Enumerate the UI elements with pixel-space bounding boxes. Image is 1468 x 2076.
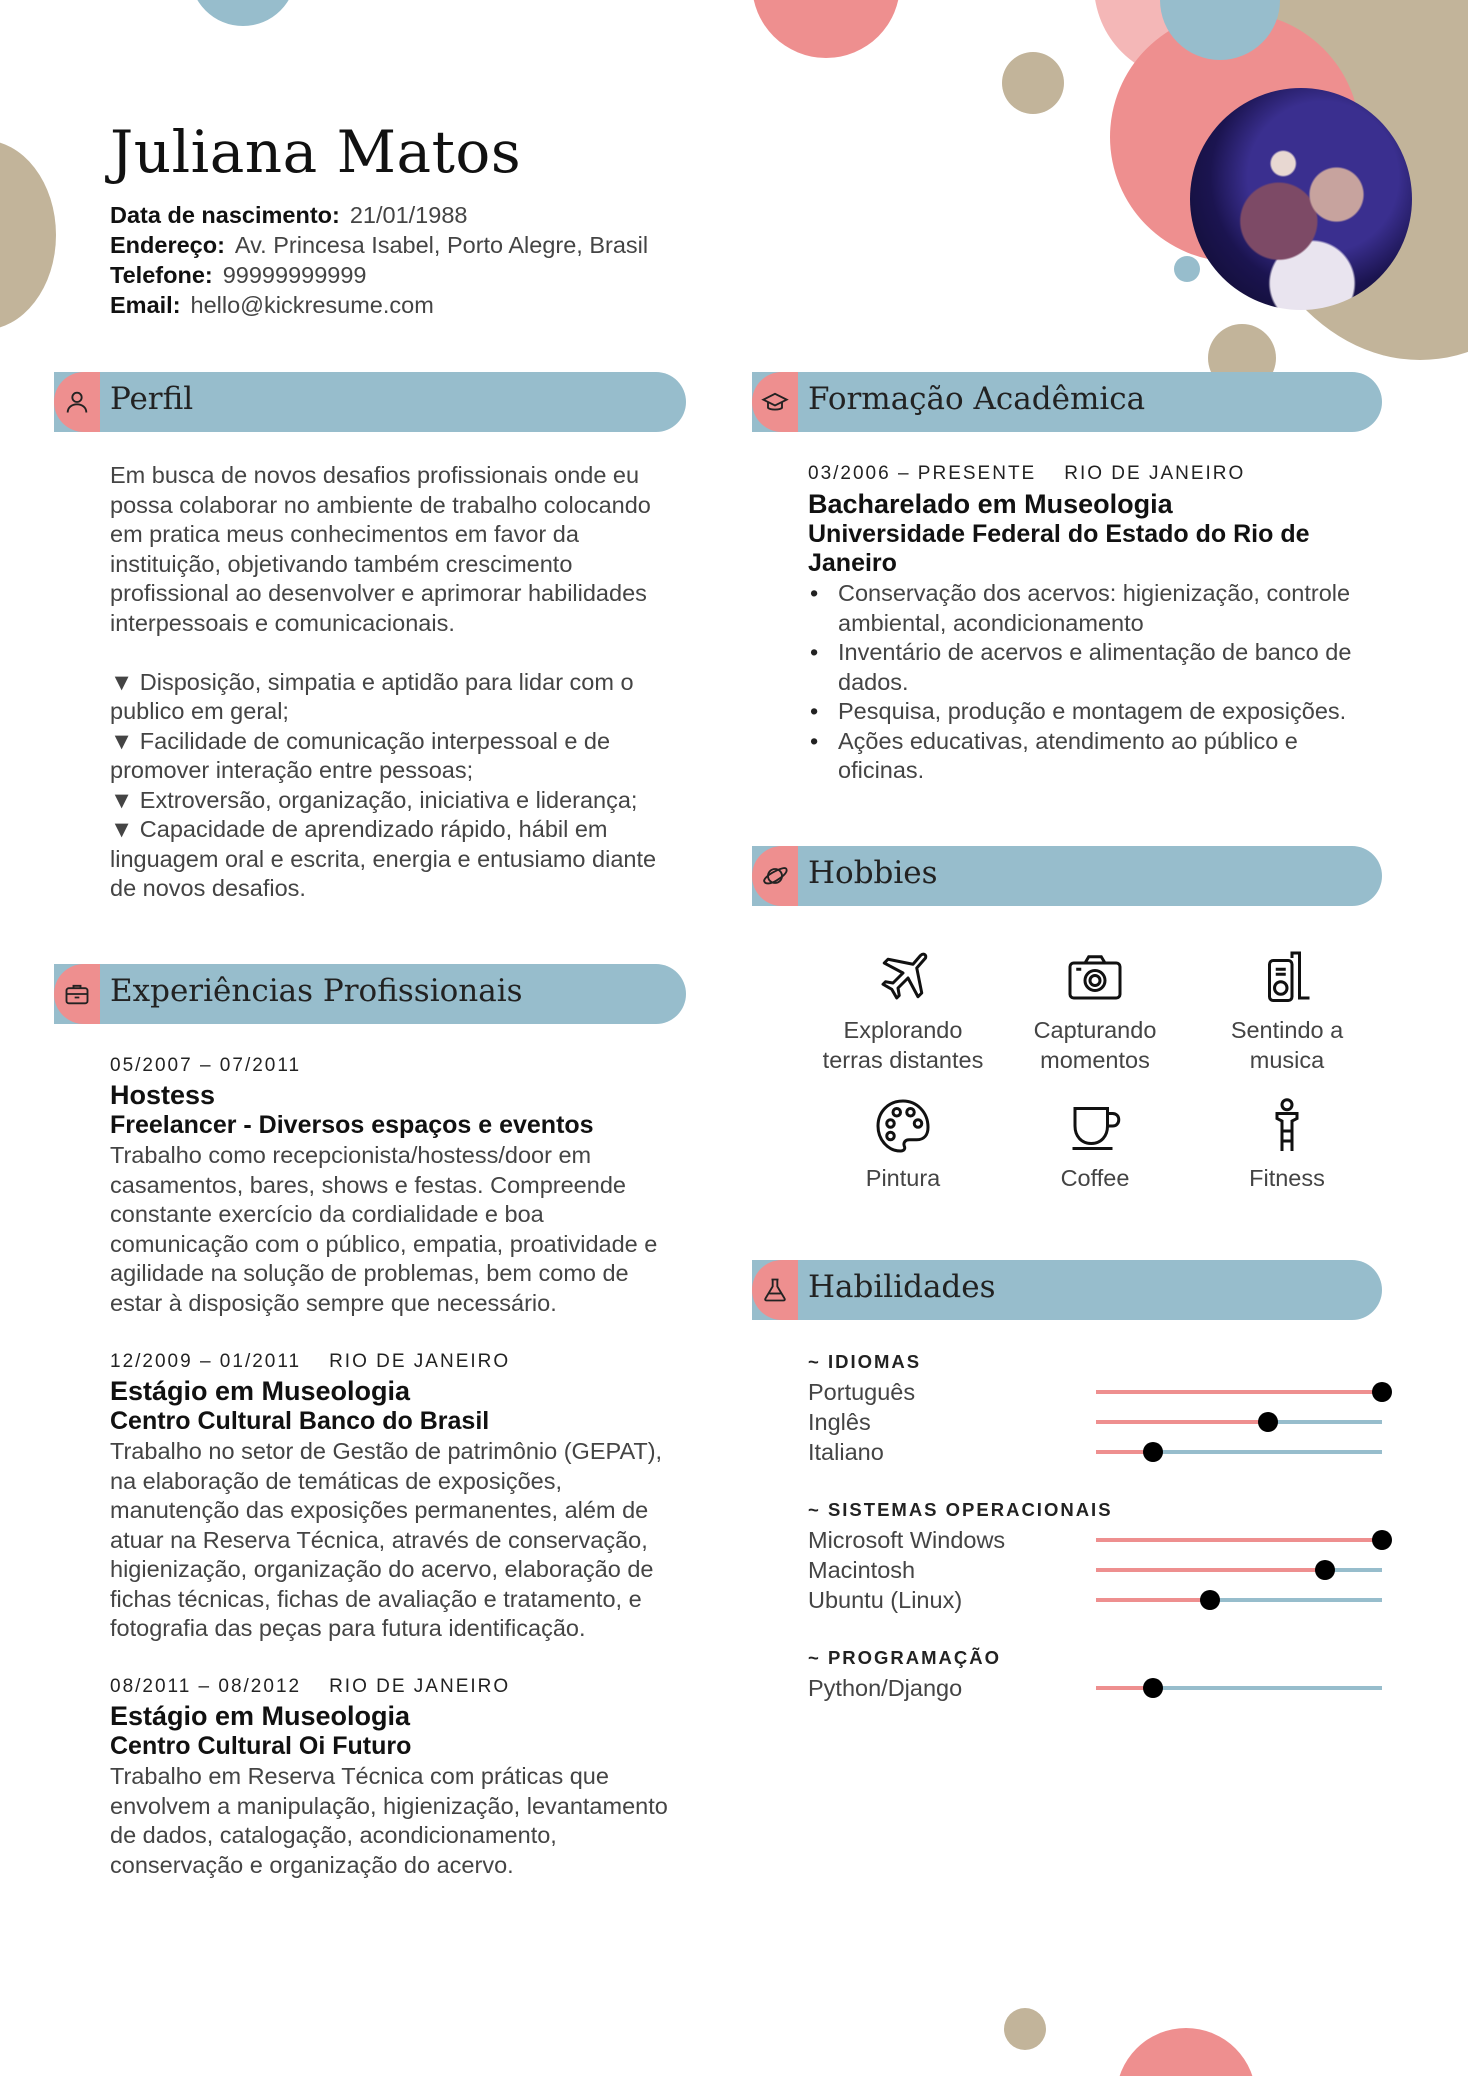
skill-category: ~ SISTEMAS OPERACIONAIS (808, 1499, 1113, 1520)
text-line: ▼ Extroversão, organização, iniciativa e liderança; (110, 786, 638, 813)
text-line: estar à disposição sempre que necessário. (110, 1289, 557, 1316)
profile-text (110, 461, 656, 904)
user-icon (63, 388, 91, 416)
text-line: envolvem a manipulação, higienização, levantamento (110, 1792, 668, 1819)
text-line: profissional ao desenvolver e aprimorar habilidades (110, 580, 647, 606)
info-row (110, 290, 648, 320)
skill-fill (1096, 1598, 1210, 1602)
music-player-icon (1257, 948, 1317, 1008)
birth-date: 21/01/1988 (349, 202, 468, 228)
skill-track (1096, 1568, 1382, 1572)
hobby-item: Fitness (1192, 1096, 1382, 1194)
address: Av. Princesa Isabel, Porto Alegre, Brasil (234, 232, 649, 258)
skill-level-handle (1315, 1560, 1335, 1580)
text-line: ▼ Disposição, simpatia e aptidão para lidar com o (110, 668, 634, 695)
info-row (110, 230, 648, 260)
job-description (110, 1437, 662, 1644)
camera-icon (1065, 948, 1125, 1008)
skill-name: Microsoft Windows (808, 1527, 1006, 1553)
text-line: publico em geral; (110, 698, 289, 724)
skill-row (808, 1377, 1382, 1407)
bullet-item (808, 697, 1351, 727)
info-label: Endereço: (110, 232, 225, 258)
hobby-item: Capturando momentos (1000, 948, 1190, 1075)
job-company: Centro Cultural Banco do Brasil (110, 1407, 490, 1435)
coffee-cup-icon (1065, 1096, 1125, 1156)
text-line: conservação e organização do acervo. (110, 1851, 514, 1878)
bullet-line: • Ações educativas, atendimento ao público e (838, 727, 1298, 754)
skill-track (1096, 1598, 1382, 1602)
job-title: Estágio em Museologia (110, 1701, 411, 1731)
info-label: Email: (110, 292, 181, 318)
text-line: atuar na Reserva Técnica, através de conservação, (110, 1526, 648, 1553)
skill-row (808, 1437, 1382, 1467)
text-line: constante exercício da cordialidade e boa (110, 1201, 544, 1227)
candidate-name: Juliana Matos (110, 118, 522, 186)
skill-name: Português (808, 1379, 916, 1405)
hobby-item: Sentindo a musica (1192, 948, 1382, 1075)
section-icon-badge (752, 372, 798, 432)
section-icon-badge (752, 1260, 798, 1320)
job-date: 12/2009 – 01/2011 RIO DE JANEIRO (110, 1351, 511, 1372)
skill-track (1096, 1420, 1382, 1424)
text-line: Em busca de novos desafios profissionais onde eu (110, 462, 640, 488)
text-line: linguagem oral e escrita, energia e entusiamo diante (110, 845, 657, 872)
bullet-line: • Inventário de acervos e alimentação de banco de (838, 639, 1352, 665)
text-line: em pratica meus conhecimentos em favor da (110, 521, 579, 547)
job-company: Freelancer - Diversos espaços e eventos (110, 1111, 594, 1139)
text-line: fichas técnicas, fichas de avaliação e tratamento, e (110, 1585, 642, 1612)
bullet-line: • Pesquisa, produção e montagem de exposições. (838, 698, 1347, 724)
bullet-item (808, 727, 1351, 786)
bullet-line: • Conservação dos acervos: higienização, controle (838, 580, 1351, 606)
text-line: ▼ Capacidade de aprendizado rápido, hábil em (110, 816, 608, 842)
job-date: 05/2007 – 07/2011 (110, 1055, 302, 1076)
text-line: na elaboração de temáticas de exposições, (110, 1467, 563, 1494)
degree-title: Bacharelado em Museologia (808, 489, 1173, 519)
section-title: Hobbies (808, 855, 938, 891)
skill-category: ~ IDIOMAS (808, 1351, 922, 1372)
text-line: de dados, catalogação, acondicionamento, (110, 1822, 557, 1848)
skill-track (1096, 1686, 1382, 1690)
job-location: RIO DE JANEIRO (329, 1676, 511, 1697)
info-row (110, 200, 648, 230)
skill-track (1096, 1390, 1382, 1394)
hobby-item: Coffee (1000, 1096, 1190, 1194)
skill-category: ~ PROGRAMAÇÃO (808, 1647, 1002, 1668)
education-location: RIO DE JANEIRO (1064, 463, 1246, 484)
profile-photo (1190, 88, 1412, 310)
briefcase-icon (63, 980, 91, 1008)
phone: 99999999999 (222, 262, 367, 288)
skill-fill (1096, 1420, 1268, 1424)
section-title: Habilidades (808, 1269, 996, 1305)
job-company: Centro Cultural Oi Futuro (110, 1732, 412, 1760)
text-line: instituição, objetivando também crescimento (110, 550, 573, 577)
skill-track (1096, 1450, 1382, 1454)
section-header-skills (752, 1260, 1382, 1320)
skill-level-handle (1143, 1678, 1163, 1698)
decorative-circle (190, 0, 296, 26)
text-line: agilidade na solução de problemas, bem como de (110, 1260, 629, 1286)
decorative-circle (752, 0, 900, 58)
skill-row (808, 1585, 1382, 1615)
bullet-line: dados. (838, 668, 909, 695)
skill-row (808, 1673, 1382, 1703)
bullet-item (808, 638, 1351, 697)
airplane-icon (873, 948, 933, 1008)
skill-name: Ubuntu (Linux) (808, 1587, 963, 1613)
text-line: Trabalho no setor de Gestão de patrimônio (GEPAT), (110, 1438, 663, 1464)
decorative-circle (0, 140, 56, 330)
text-line: manutenção das exposições permanentes, além de (110, 1497, 649, 1523)
skill-fill (1096, 1568, 1325, 1572)
decorative-circle (1174, 256, 1200, 282)
text-line: Trabalho em Reserva Técnica com práticas que (110, 1763, 609, 1789)
skill-name: Inglês (808, 1409, 871, 1435)
text-line: interpessoais e comunicacionais. (110, 609, 455, 636)
section-header-profile (54, 372, 686, 432)
text-line: casamentos, bares, shows e festas. Compreende (110, 1171, 626, 1198)
skill-level-handle (1372, 1530, 1392, 1550)
job-description (110, 1762, 668, 1880)
section-icon-badge (54, 964, 100, 1024)
section-icon-badge (54, 372, 100, 432)
section-title: Perfil (110, 381, 194, 417)
job-location: RIO DE JANEIRO (329, 1351, 511, 1372)
text-line: fotografia das peças para futura identificação. (110, 1615, 586, 1641)
decorative-circle (1002, 52, 1064, 114)
education-bullets (808, 579, 1351, 786)
planet-icon (761, 862, 789, 890)
skill-level-handle (1200, 1590, 1220, 1610)
skill-row (808, 1525, 1382, 1555)
text-line: Trabalho como recepcionista/hostess/door em (110, 1142, 592, 1168)
section-title: Experiências Profissionais (110, 973, 523, 1009)
skill-track (1096, 1538, 1382, 1542)
school-name: Universidade Federal do Estado do Rio de Janeiro (808, 520, 1310, 577)
job-title: Estágio em Museologia (110, 1376, 411, 1406)
skill-fill (1096, 1538, 1382, 1542)
flask-icon (761, 1276, 789, 1304)
decorative-circle (1004, 2008, 1046, 2050)
section-header-education (752, 372, 1382, 432)
info-row (110, 260, 648, 290)
palette-icon (873, 1096, 933, 1156)
skill-fill (1096, 1390, 1382, 1394)
info-label: Data de nascimento: (110, 202, 340, 228)
skill-name: Italiano (808, 1439, 884, 1465)
contact-info (110, 200, 648, 320)
skill-level-handle (1143, 1442, 1163, 1462)
hobby-item: Explorando terras distantes (808, 948, 998, 1075)
job-date: 08/2011 – 08/2012 RIO DE JANEIRO (110, 1676, 511, 1697)
bullet-line: oficinas. (838, 757, 925, 783)
section-header-hobbies (752, 846, 1382, 906)
bullet-line: ambiental, acondicionamento (838, 609, 1144, 636)
skill-row (808, 1407, 1382, 1437)
person-icon (1257, 1096, 1317, 1156)
text-line: ▼ Facilidade de comunicação interpessoal e de (110, 727, 611, 754)
section-header-experience (54, 964, 686, 1024)
job-title: Hostess (110, 1080, 216, 1110)
education-date: 03/2006 – PRESENTE RIO DE JANEIRO (808, 463, 1246, 484)
text-line: de novos desafios. (110, 875, 306, 901)
text-line: possa colaborar no ambiente de trabalho colocando (110, 491, 651, 518)
hobby-item: Pintura (808, 1096, 998, 1194)
section-icon-badge (752, 846, 798, 906)
skill-name: Python/Django (808, 1675, 963, 1701)
skill-row (808, 1555, 1382, 1585)
section-title: Formação Acadêmica (808, 381, 1146, 417)
text-line: promover interação entre pessoas; (110, 757, 474, 783)
text-line: comunicação com o público, empatia, proatividade e (110, 1230, 658, 1257)
graduation-cap-icon (761, 388, 789, 416)
bullet-item (808, 579, 1351, 638)
text-line: higienização, organização do acervo, elaboração de (110, 1556, 654, 1582)
decorative-circle (1116, 2028, 1256, 2076)
job-description (110, 1141, 657, 1318)
email[interactable]: hello@kickresume.com (190, 292, 434, 318)
skill-level-handle (1372, 1382, 1392, 1402)
info-label: Telefone: (110, 262, 213, 288)
skill-name: Macintosh (808, 1557, 916, 1583)
skill-level-handle (1258, 1412, 1278, 1432)
text-line (110, 638, 656, 668)
